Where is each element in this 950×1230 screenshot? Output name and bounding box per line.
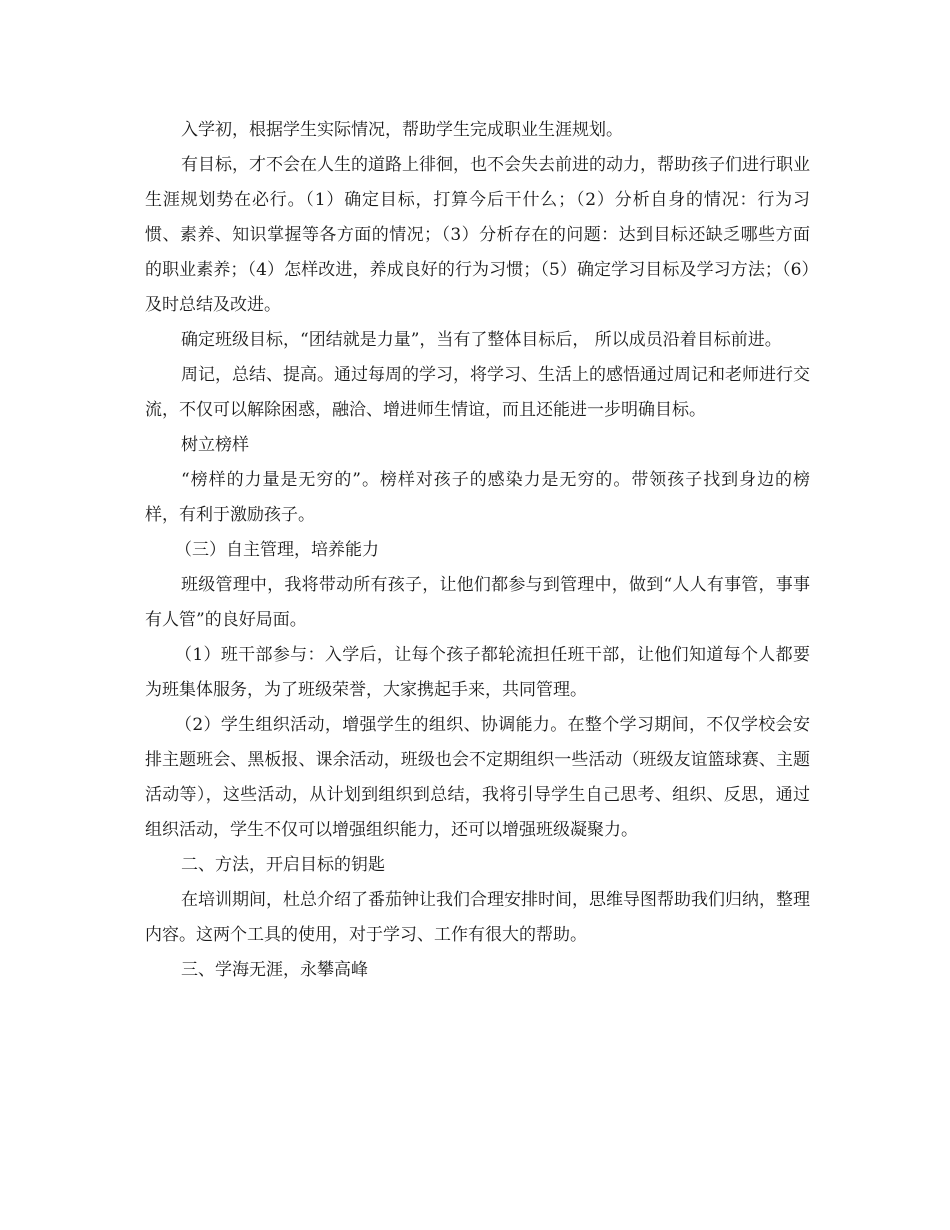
section-heading-self-management: （三）自主管理，培养能力	[175, 540, 379, 560]
section-heading-method: 二、方法，开启目标的钥匙	[181, 855, 385, 875]
paragraph-role-model-heading: 树立榜样	[181, 435, 249, 455]
document-body	[145, 113, 810, 988]
paragraph-student-activities: （2）学生组织活动，增强学生的组织、协调能力。在整个学习期间，不仅学校会安排主题班会、黑板报、课余活动，班级也会不定期组织一些活动（班级友谊篮球赛、主题活动等），这些活动，从计划到组织到总结，我将引导学生自己思考、组织、反思，通过组织活动，学生不仅可以增强组织能力，还可以增强班级凝聚力。	[145, 715, 810, 840]
paragraph-weekly-journal: 周记，总结、提高。通过每周的学习，将学习、生活上的感悟通过周记和老师进行交流，不仅可以解除困惑，融洽、增进师生情谊，而且还能进一步明确目标。	[145, 365, 810, 420]
paragraph-class-management: 班级管理中，我将带动所有孩子，让他们都参与到管理中，做到“人人有事管，事事有人管”的良好局面。	[145, 575, 810, 630]
paragraph-role-model: “榜样的力量是无穷的”。榜样对孩子的感染力是无穷的。带领孩子找到身边的榜样，有利于激励孩子。	[145, 470, 810, 525]
paragraph-goal-setting: 有目标，才不会在人生的道路上徘徊，也不会失去前进的动力，帮助孩子们进行职业生涯规划势在必行。（1）确定目标，打算今后干什么；（2）分析自身的情况：行为习惯、素养、知识掌握等各方面的情况；（3）分析存在的问题：达到目标还缺乏哪些方面的职业素养；（4）怎样改进，养成良好的行为习惯；（5）确定学习目标及学习方法；（6）及时总结及改进。	[145, 155, 810, 315]
paragraph-class-cadre: （1）班干部参与：入学后，让每个孩子都轮流担任班干部，让他们知道每个人都要为班集体服务，为了班级荣誉，大家携起手来，共同管理。	[145, 645, 810, 700]
paragraph-training-tools: 在培训期间，杜总介绍了番茄钟让我们合理安排时间，思维导图帮助我们归纳，整理内容。这两个工具的使用，对于学习、工作有很大的帮助。	[145, 890, 810, 945]
paragraph-career-plan-intro: 入学初，根据学生实际情况，帮助学生完成职业生涯规划。	[181, 120, 623, 140]
section-heading-endless-learning: 三、学海无涯，永攀高峰	[181, 960, 368, 980]
paragraph-class-goal: 确定班级目标，“团结就是力量”，当有了整体目标后， 所以成员沿着目标前进。	[181, 330, 782, 350]
